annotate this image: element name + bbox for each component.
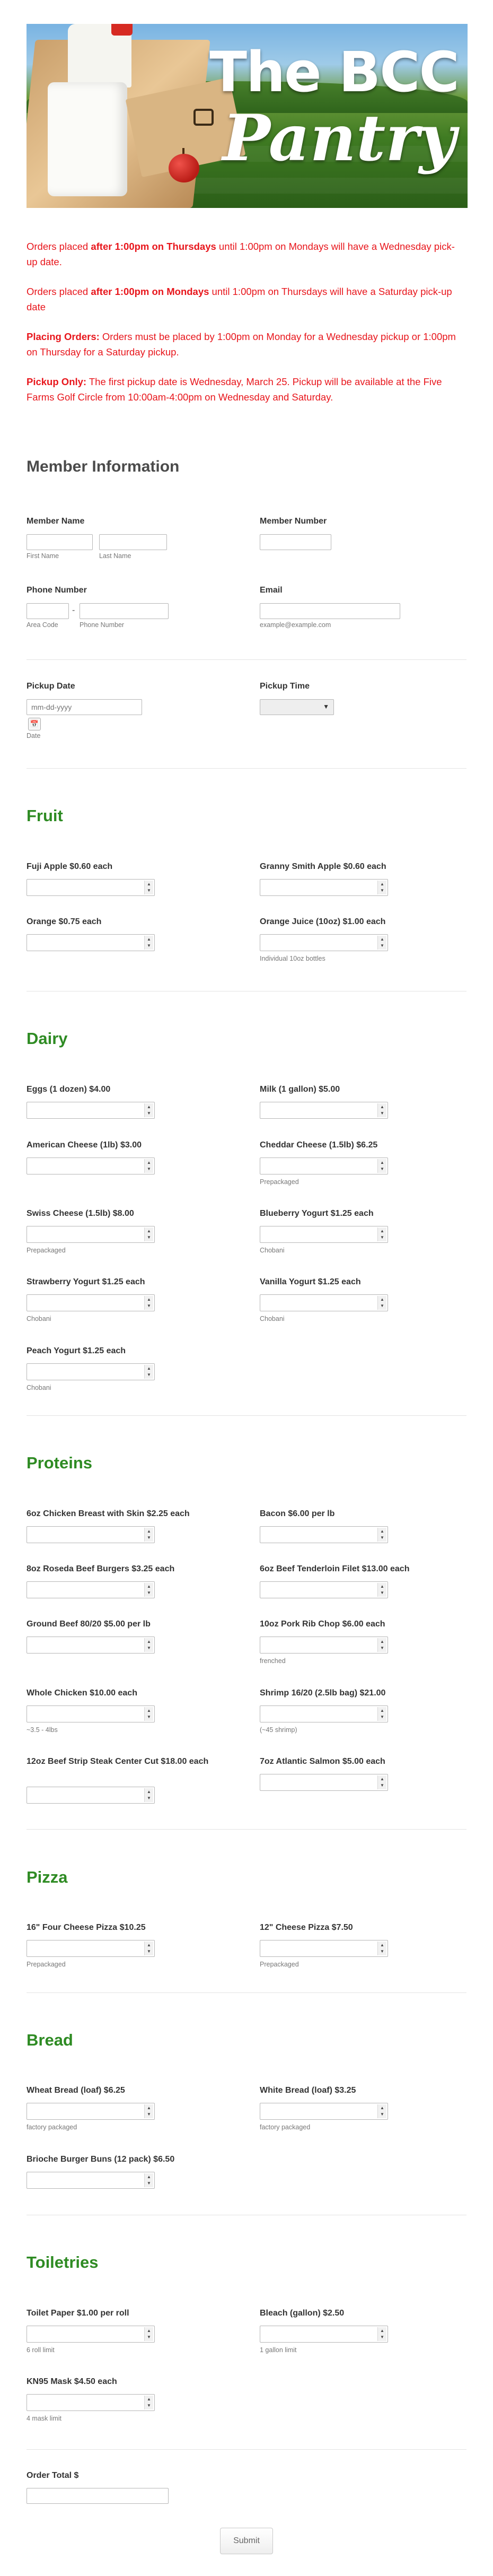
divider [27, 1829, 466, 1830]
quantity-stepper[interactable] [260, 1226, 388, 1243]
item-sublabel: Prepackaged [260, 1961, 299, 1968]
spinner[interactable]: ▲ ▼ [144, 2396, 153, 2409]
item-sublabel: ~3.5 - 4lbs [27, 1726, 58, 1734]
item-sublabel: Chobani [260, 1247, 285, 1254]
item-label: 10oz Pork Rib Chop $6.00 each [260, 1620, 385, 1629]
quantity-stepper[interactable] [260, 1774, 388, 1791]
spinner[interactable]: ▲ ▼ [144, 1707, 153, 1721]
item-label: 6oz Beef Tenderloin Filet $13.00 each [260, 1564, 410, 1573]
quantity-stepper[interactable] [27, 2103, 155, 2120]
quantity-stepper[interactable] [27, 1294, 155, 1311]
quantity-stepper[interactable] [260, 934, 388, 951]
pickup-date-input[interactable] [27, 699, 142, 715]
item-label: 6oz Chicken Breast with Skin $2.25 each [27, 1509, 190, 1518]
spinner[interactable]: ▲ ▼ [377, 1942, 386, 1955]
spinner[interactable]: ▲ ▼ [377, 1296, 386, 1310]
quantity-stepper[interactable] [27, 1581, 155, 1598]
email-input[interactable] [260, 603, 400, 619]
item-sublabel: Chobani [27, 1315, 51, 1322]
quantity-stepper[interactable] [260, 1526, 388, 1543]
item-sublabel: Prepackaged [27, 1961, 66, 1968]
item-label: 7oz Atlantic Salmon $5.00 each [260, 1757, 385, 1766]
item-label: Orange Juice (10oz) $1.00 each [260, 917, 386, 926]
item-label: Ground Beef 80/20 $5.00 per lb [27, 1620, 151, 1629]
item-label: Whole Chicken $10.00 each [27, 1689, 137, 1698]
item-label: Fuji Apple $0.60 each [27, 862, 113, 871]
spinner[interactable]: ▲ ▼ [144, 1365, 153, 1379]
milk-cap-graphic [111, 24, 133, 36]
quantity-stepper[interactable] [260, 1294, 388, 1311]
quantity-stepper[interactable] [27, 879, 155, 896]
form-container [27, 24, 468, 208]
spinner[interactable]: ▲ ▼ [144, 881, 153, 894]
spinner[interactable]: ▲ ▼ [144, 1228, 153, 1241]
spinner[interactable]: ▲ ▼ [377, 2104, 386, 2118]
item-label: Granny Smith Apple $0.60 each [260, 862, 386, 871]
spinner[interactable]: ▲ ▼ [377, 881, 386, 894]
chevron-down-icon: ▼ [323, 703, 329, 710]
spinner[interactable]: ▲ ▼ [144, 1638, 153, 1652]
item-label: Brioche Burger Buns (12 pack) $6.50 [27, 2155, 175, 2164]
quantity-stepper[interactable] [27, 2172, 155, 2189]
phone-dash: - [72, 606, 75, 615]
member-info-title: Member Information [27, 458, 180, 475]
item-sublabel: Prepackaged [260, 1178, 299, 1186]
quantity-stepper[interactable] [260, 1705, 388, 1722]
notice-monday: Orders placed after 1:00pm on Mondays until 1:00pm on Thursdays will have a Saturday pick-up date [27, 286, 452, 312]
order-total-label: Order Total $ [27, 2471, 79, 2480]
pantry-banner-image [27, 24, 468, 208]
item-label: Toilet Paper $1.00 per roll [27, 2309, 129, 2318]
item-sublabel: Chobani [27, 1384, 51, 1391]
spinner[interactable]: ▲ ▼ [144, 1103, 153, 1117]
spinner[interactable]: ▲ ▼ [144, 2327, 153, 2341]
item-sublabel: Prepackaged [27, 1247, 66, 1254]
area-code-input[interactable] [27, 603, 69, 619]
phone-number-input[interactable] [80, 603, 169, 619]
email-sublabel: example@example.com [260, 621, 331, 629]
item-label: Vanilla Yogurt $1.25 each [260, 1277, 361, 1286]
item-label: Wheat Bread (loaf) $6.25 [27, 2086, 125, 2095]
spinner[interactable]: ▲ ▼ [144, 2104, 153, 2118]
spinner[interactable]: ▲ ▼ [377, 1528, 386, 1542]
item-sublabel: 6 roll limit [27, 2346, 55, 2354]
notice-thursday: Orders placed after 1:00pm on Thursdays until 1:00pm on Mondays will have a Wednesday pick-up date. [27, 241, 455, 267]
spinner[interactable]: ▲ ▼ [377, 1159, 386, 1173]
item-label: Bleach (gallon) $2.50 [260, 2309, 345, 2318]
item-label: Milk (1 gallon) $5.00 [260, 1085, 340, 1094]
submit-button[interactable]: Submit [220, 2528, 273, 2554]
divider [27, 2449, 466, 2450]
quantity-stepper[interactable] [27, 1940, 155, 1957]
member-number-input[interactable] [260, 534, 331, 550]
spinner[interactable]: ▲ ▼ [144, 1583, 153, 1597]
quantity-stepper[interactable] [27, 1526, 155, 1543]
quantity-stepper[interactable] [27, 1787, 155, 1804]
item-label: 16" Four Cheese Pizza $10.25 [27, 1923, 146, 1932]
quantity-stepper[interactable] [27, 1102, 155, 1119]
toiletries-title: Toiletries [27, 2253, 99, 2272]
member-number-label: Member Number [260, 517, 327, 526]
spinner[interactable]: ▲ ▼ [144, 1942, 153, 1955]
notice-placing-orders: Placing Orders: Orders must be placed by 1:00pm on Monday for a Wednesday pickup or 1:00pm on Thursday for a Saturday pickup. [27, 331, 456, 358]
quantity-stepper[interactable] [260, 2326, 388, 2343]
quantity-stepper[interactable] [27, 1226, 155, 1243]
item-label: 12oz Beef Strip Steak Center Cut $18.00 each [27, 1757, 209, 1766]
item-sublabel: 1 gallon limit [260, 2346, 297, 2354]
proteins-title: Proteins [27, 1454, 93, 1472]
notice-pickup-only: Pickup Only: The first pickup date is Wednesday, March 25. Pickup will be available at the Five Farms Golf Circle from 10:00am-4:00pm on Wednesday and Saturday. [27, 376, 442, 403]
item-label: Cheddar Cheese (1.5lb) $6.25 [260, 1141, 378, 1150]
last-name-input[interactable] [99, 534, 167, 550]
item-label: 8oz Roseda Beef Burgers $3.25 each [27, 1564, 175, 1573]
spinner[interactable]: ▲ ▼ [144, 1159, 153, 1173]
first-name-sublabel: First Name [27, 552, 59, 560]
pizza-title: Pizza [27, 1868, 68, 1886]
bread-title: Bread [27, 2031, 73, 2049]
item-sublabel: 4 mask limit [27, 2415, 61, 2422]
spinner[interactable]: ▲ ▼ [377, 1583, 386, 1597]
quantity-stepper[interactable] [27, 2394, 155, 2411]
quantity-stepper[interactable] [27, 1705, 155, 1722]
item-sublabel: Individual 10oz bottles [260, 955, 325, 962]
phone-label: Phone Number [27, 586, 87, 595]
spinner[interactable]: ▲ ▼ [377, 2327, 386, 2341]
item-label: Peach Yogurt $1.25 each [27, 1346, 126, 1355]
item-label: 12" Cheese Pizza $7.50 [260, 1923, 353, 1932]
quantity-stepper[interactable] [260, 879, 388, 896]
spinner[interactable]: ▲ ▼ [144, 936, 153, 950]
date-sublabel: Date [27, 732, 41, 739]
quantity-stepper[interactable] [27, 2326, 155, 2343]
quantity-stepper[interactable] [27, 1158, 155, 1174]
toilet-paper-graphic [48, 82, 127, 196]
spinner[interactable]: ▲ ▼ [377, 1776, 386, 1789]
dairy-title: Dairy [27, 1029, 68, 1048]
quantity-stepper[interactable] [260, 2103, 388, 2120]
calendar-icon[interactable]: 📅 [28, 718, 41, 730]
item-sublabel: factory packaged [27, 2124, 77, 2131]
phone-number-sublabel: Phone Number [80, 621, 125, 629]
item-label: White Bread (loaf) $3.25 [260, 2086, 356, 2095]
item-label: Shrimp 16/20 (2.5lb bag) $21.00 [260, 1689, 386, 1698]
item-label: Bacon $6.00 per lb [260, 1509, 335, 1518]
spinner[interactable]: ▲ ▼ [377, 1103, 386, 1117]
item-label: KN95 Mask $4.50 each [27, 2377, 117, 2386]
quantity-stepper[interactable] [27, 934, 155, 951]
pickup-date-label: Pickup Date [27, 682, 75, 691]
divider [27, 1992, 466, 1993]
divider [27, 1415, 466, 1416]
last-name-sublabel: Last Name [99, 552, 131, 560]
spinner[interactable]: ▲ ▼ [144, 1788, 153, 1802]
quantity-stepper[interactable] [260, 1581, 388, 1598]
item-label: Strawberry Yogurt $1.25 each [27, 1277, 145, 1286]
item-sublabel: frenched [260, 1657, 286, 1665]
item-sublabel: Chobani [260, 1315, 285, 1322]
apple-graphic [169, 154, 199, 182]
spinner[interactable]: ▲ ▼ [377, 1638, 386, 1652]
item-sublabel: factory packaged [260, 2124, 311, 2131]
item-label: Swiss Cheese (1.5lb) $8.00 [27, 1209, 134, 1218]
banner-title-line2: Pantry [222, 101, 456, 176]
banner-title-line1: The BCC [209, 40, 459, 105]
quantity-stepper[interactable] [27, 1363, 155, 1380]
fruit-title: Fruit [27, 806, 63, 825]
item-label: American Cheese (1lb) $3.00 [27, 1141, 142, 1150]
item-label: Blueberry Yogurt $1.25 each [260, 1209, 374, 1218]
quantity-stepper[interactable] [260, 1637, 388, 1653]
email-label: Email [260, 586, 283, 595]
quantity-stepper[interactable] [260, 1102, 388, 1119]
order-total-input[interactable] [27, 2488, 169, 2504]
quantity-stepper[interactable] [260, 1940, 388, 1957]
pickup-time-label: Pickup Time [260, 682, 310, 691]
member-name-label: Member Name [27, 517, 85, 526]
item-label: Eggs (1 dozen) $4.00 [27, 1085, 111, 1094]
quantity-stepper[interactable] [260, 1158, 388, 1174]
quantity-stepper[interactable] [27, 1637, 155, 1653]
pickup-time-select[interactable] [260, 699, 334, 715]
area-code-sublabel: Area Code [27, 621, 58, 629]
spinner[interactable]: ▲ ▼ [144, 1528, 153, 1542]
spinner[interactable]: ▲ ▼ [377, 1707, 386, 1721]
item-sublabel: (~45 shrimp) [260, 1726, 297, 1734]
spinner[interactable]: ▲ ▼ [144, 2173, 153, 2187]
spinner[interactable]: ▲ ▼ [377, 936, 386, 950]
spinner[interactable]: ▲ ▼ [377, 1228, 386, 1241]
item-label: Orange $0.75 each [27, 917, 102, 926]
spinner[interactable]: ▲ ▼ [144, 1296, 153, 1310]
divider [27, 768, 466, 769]
divider [27, 659, 466, 660]
first-name-input[interactable] [27, 534, 93, 550]
